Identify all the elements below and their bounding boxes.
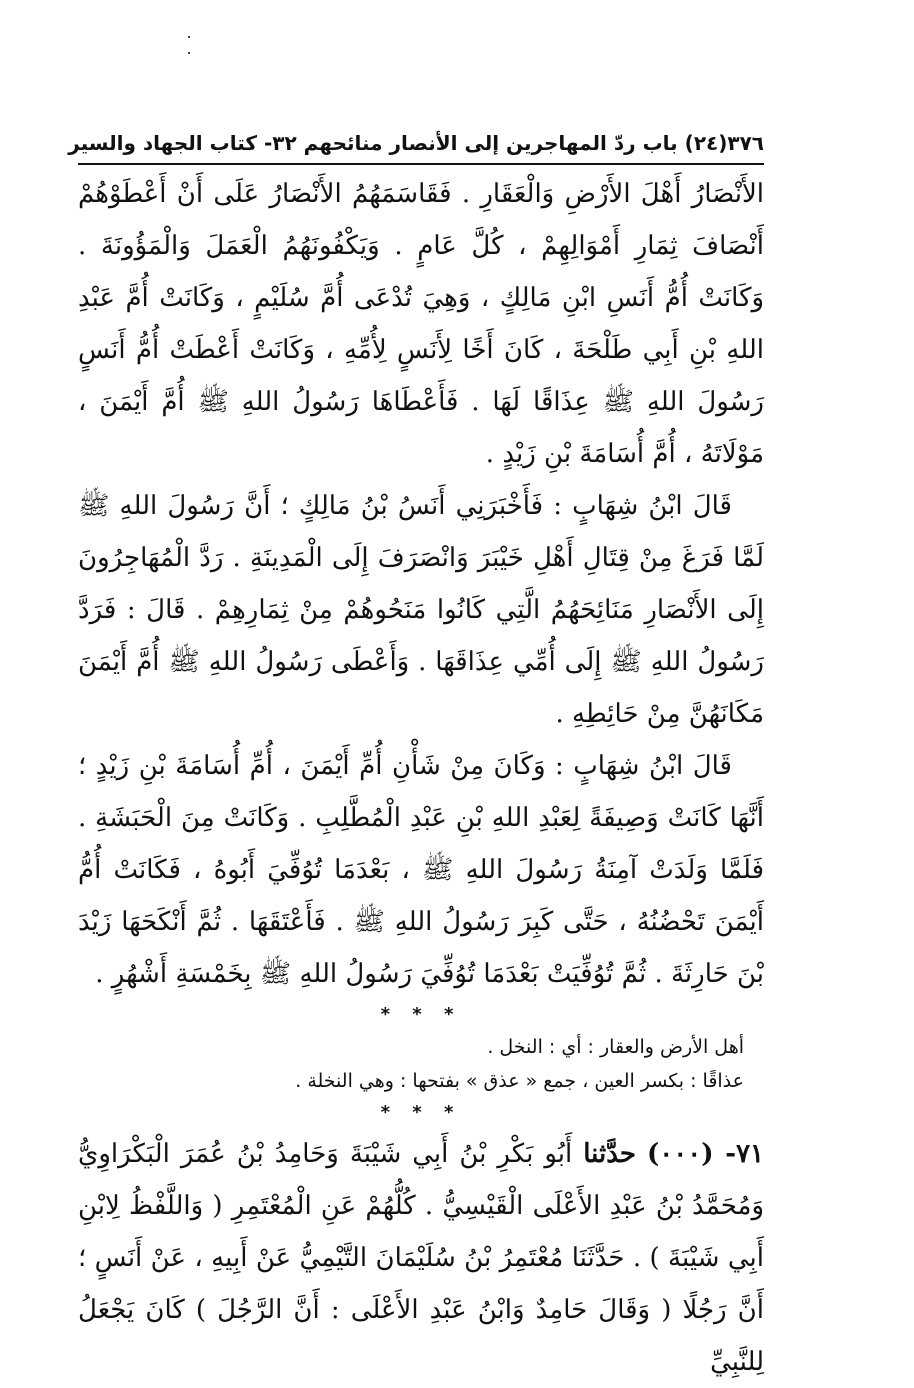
section-separator: * * * (380, 1102, 462, 1123)
running-header (68, 124, 764, 162)
hadith-paragraph (78, 1128, 764, 1388)
section-separator: * * * (380, 1004, 462, 1025)
page-number: ٣٧٦ (727, 131, 764, 155)
footnote: أهل الأرض والعقار : أي : النخل . (487, 1036, 744, 1058)
footnotes (78, 1030, 764, 1098)
header-rule (78, 163, 764, 165)
footnote: عذاقًا : بكسر العين ، جمع « عذق » بفتحها : وهي النخلة . (295, 1070, 744, 1092)
hadith-number: ٧١- (٠٠٠) (646, 1139, 764, 1169)
text-paragraph: الأَنْصَارُ أَهْلَ الأَرْضِ وَالْعَقَارِ . فَقَاسَمَهُمُ الأَنْصَارُ عَلَى أَنْ أَعْطَوْهُمْ أَنْصَافَ ثِمَارِ أَمْوَالِهِمْ ، كُلَّ عَامٍ . وَيَكْفُونَهُمُ الْعَمَلَ وَالْمَؤُونَةَ . وَكَانَتْ أُمُّ أَنَسِ ابْنِ مَالِكٍ ، وَهِيَ تُدْعَى أُمَّ سُلَيْمٍ ، وَكَانَتْ أُمَّ عَبْدِ اللهِ بْنِ أَبِي طَلْحَةَ ، كَانَ أَخًا لِأَنَسٍ لِأُمِّهِ ، وَكَانَتْ أَعْطَتْ أُمُّ أَنَسٍ رَسُولَ اللهِ ﷺ عِذَاقًا لَهَا . فَأَعْطَاهَا رَسُولُ اللهِ ﷺ أُمَّ أَيْمَنَ ، مَوْلَاتَهُ ، أُمَّ أُسَامَةَ بْنِ زَيْدٍ . (78, 179, 764, 469)
scan-speck (188, 36, 190, 38)
scan-speck (188, 52, 190, 54)
chapter-title: (٢٤) باب ردّ المهاجرين إلى الأنصار منائحهم ٣٢- كتاب الجهاد والسير (68, 131, 728, 155)
hadith-narration-label: حدَّثنا (583, 1139, 636, 1169)
main-text (78, 168, 764, 1388)
text-paragraph: قَالَ ابْنُ شِهَابٍ : وَكَانَ مِنْ شَأْنِ أُمِّ أَيْمَنَ ، أُمِّ أُسَامَةَ بْنِ زَيْدٍ ؛ أَنَّهَا كَانَتْ وَصِيفَةً لِعَبْدِ اللهِ بْنِ عَبْدِ الْمُطَّلِبِ . وَكَانَتْ مِنَ الْحَبَشَةِ . فَلَمَّا وَلَدَتْ آمِنَةُ رَسُولَ اللهِ ﷺ ، بَعْدَمَا تُوُفِّيَ أَبُوهُ ، فَكَانَتْ أُمُّ أَيْمَنَ تَحْضُنُهُ ، حَتَّى كَبِرَ رَسُولُ اللهِ ﷺ . فَأَعْتَقَهَا . ثُمَّ أَنْكَحَهَا زَيْدَ بْنَ حَارِثَةَ . ثُمَّ تُوُفِّيَتْ بَعْدَمَا تُوُفِّيَ رَسُولُ اللهِ ﷺ بِخَمْسَةِ أَشْهُرٍ . (78, 751, 764, 989)
text-paragraph: قَالَ ابْنُ شِهَابٍ : فَأَخْبَرَنِي أَنَسُ بْنُ مَالِكٍ ؛ أَنَّ رَسُولَ اللهِ ﷺ لَمَّا فَرَغَ مِنْ قِتَالِ أَهْلِ خَيْبَرَ وَانْصَرَفَ إِلَى الْمَدِينَةِ . رَدَّ الْمُهَاجِرُونَ إِلَى الأَنْصَارِ مَنَائِحَهُمُ الَّتِي كَانُوا مَنَحُوهُمْ مِنْ ثِمَارِهِمْ . قَالَ : فَرَدَّ رَسُولُ اللهِ ﷺ إِلَى أُمِّي عِذَاقَهَا . وَأَعْطَى رَسُولُ اللهِ ﷺ أُمَّ أَيْمَنَ مَكَانَهُنَّ مِنْ حَائِطِهِ . (78, 491, 764, 729)
hadith-text: أَبُو بَكْرِ بْنُ أَبِي شَيْبَةَ وَحَامِدُ بْنُ عُمَرَ الْبَكْرَاوِيُّ وَمُحَمَّدُ بْنُ عَبْدِ الأَعْلَى الْقَيْسِيُّ . كُلُّهُمْ عَنِ الْمُعْتَمِرِ ( وَاللَّفْظُ لِابْنِ أَبِي شَيْبَةَ ) . حَدَّثَنَا مُعْتَمِرُ بْنُ سُلَيْمَانَ التَّيْمِيُّ عَنْ أَبِيهِ ، عَنْ أَنَسٍ ؛ أَنَّ رَجُلًا ( وَقَالَ حَامِدٌ وَابْنُ عَبْدِ الأَعْلَى : أَنَّ الرَّجُلَ ) كَانَ يَجْعَلُ لِلنَّبِيِّ (78, 1139, 764, 1377)
